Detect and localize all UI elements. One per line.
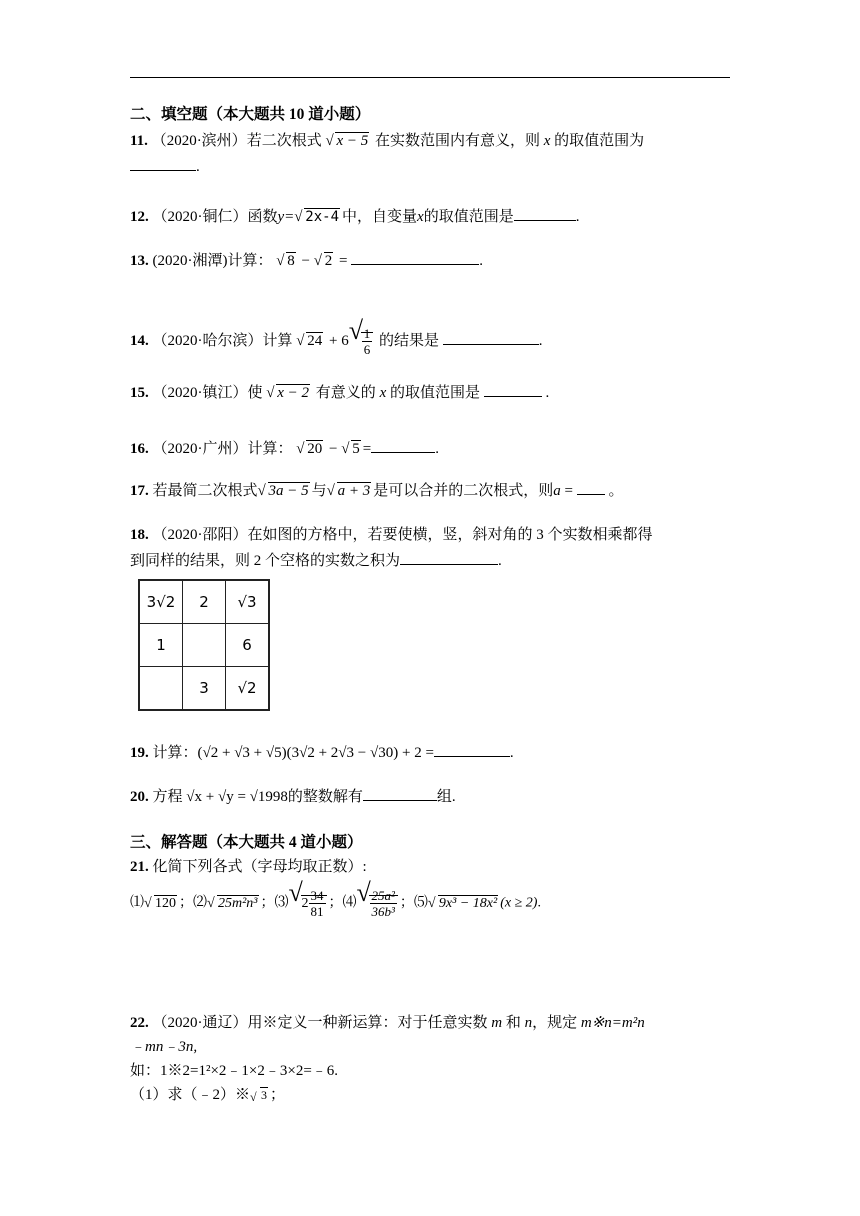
question-text: 到同样的结果，则 2 个空格的实数之积为: [130, 553, 401, 569]
question-number: 16.: [130, 441, 149, 457]
question-text: 和: [505, 1015, 521, 1031]
section-title-answer: 三、解答题（本大题共 4 道小题）: [130, 834, 363, 851]
grid-cell: 3: [199, 679, 209, 697]
question-number: 12.: [130, 209, 149, 225]
question-11: [130, 130, 735, 152]
question-21: [130, 856, 735, 878]
question-source: （2020·哈尔滨）: [152, 332, 263, 349]
question-text: 中，自变量: [342, 209, 418, 225]
question-text: 的结果是: [378, 332, 439, 349]
question-number: 11.: [130, 133, 148, 149]
question-14: [130, 316, 735, 357]
question-text: 计算：: [227, 253, 273, 269]
fraction-numerator: 1: [363, 326, 371, 341]
question-12: [130, 206, 735, 228]
question-11-answer-line: [130, 156, 735, 178]
question-number: 15.: [130, 385, 149, 401]
sqrt-expression: √ 9x³ − 18x²: [427, 895, 498, 911]
punct: .: [479, 253, 483, 269]
question-number: 19.: [130, 745, 149, 761]
question-text: 是可以合并的二次根式，则: [373, 483, 554, 499]
question-text: ，规定: [532, 1015, 578, 1031]
question-text: 的取值范围是: [389, 385, 480, 401]
question-source: （2020·通辽）: [152, 1015, 248, 1031]
fraction-numerator: 34: [310, 888, 324, 903]
section-title-fill-in: 二、填空题（本大题共 10 道小题）: [130, 106, 371, 123]
variable: a: [553, 483, 561, 499]
question-18: [130, 524, 735, 546]
radicand: 5: [352, 441, 360, 457]
question-text: 有意义的: [315, 385, 376, 401]
question-22-line2: [130, 1036, 735, 1058]
definition-expression: m※n=m²n: [580, 1015, 645, 1031]
radicand: 3: [261, 1088, 268, 1102]
grid-cell: 3√2: [146, 593, 176, 611]
definition-expression: ﹣mn﹣3n,: [130, 1039, 198, 1055]
fraction-denominator: 6: [363, 342, 371, 357]
fraction-denominator: 81: [310, 904, 324, 919]
question-number: 18.: [130, 527, 149, 543]
question-text: 的取值范围是: [423, 209, 514, 225]
question-21-parts: [130, 878, 735, 919]
sqrt-expression: √ 120: [144, 895, 176, 911]
sqrt-expression: √ 24: [296, 332, 323, 349]
question-text: 计算：: [152, 745, 198, 761]
question-number: 22.: [130, 1015, 149, 1031]
equals-sign: =: [338, 253, 348, 269]
radicand: 120: [155, 895, 176, 911]
question-22: [130, 1012, 735, 1034]
sqrt-expression: √ 8: [276, 253, 295, 269]
fraction-denominator: 36b³: [371, 904, 395, 919]
answer-blank[interactable]: [514, 206, 576, 221]
question-text: 函数: [247, 209, 278, 225]
question-16: [130, 438, 735, 460]
radicand: 9x³ − 18x²: [438, 895, 498, 911]
answer-blank[interactable]: [400, 550, 498, 565]
question-22-part1: [130, 1084, 735, 1106]
whole-part: 2: [301, 895, 309, 911]
grid-cell-blank[interactable]: [183, 624, 225, 666]
sqrt-expression: √ x − 5: [325, 133, 369, 149]
radicand: 24: [307, 332, 323, 349]
condition: (x ≥ 2): [500, 895, 538, 911]
operator: + 6: [329, 332, 349, 349]
fraction-numerator: 25a²: [371, 888, 395, 903]
question-17: [130, 480, 735, 502]
equals-sign: =: [362, 441, 372, 457]
grid-cell-blank[interactable]: [140, 667, 182, 709]
equals-sign: =: [564, 483, 574, 499]
punct: .: [509, 745, 514, 761]
question-number: 21.: [130, 859, 149, 875]
answer-blank[interactable]: [434, 742, 510, 757]
question-number: 20.: [130, 789, 149, 805]
question-19: [130, 742, 735, 764]
grid-cell: √3: [237, 593, 257, 611]
question-20: [130, 786, 735, 808]
sqrt-expression: √ x − 2: [266, 385, 310, 401]
math-expression: (√2 + √3 + √5)(3√2 + 2√3 − √30) + 2 =: [197, 745, 434, 761]
question-15: [130, 382, 735, 404]
part-label: ；⑷: [328, 895, 357, 911]
question-18-line2: [130, 550, 735, 572]
answer-blank[interactable]: [363, 786, 437, 801]
answer-blank[interactable]: [130, 156, 196, 171]
punct: .: [575, 209, 580, 225]
grid-cell: 6: [242, 636, 252, 654]
sqrt-fraction: √ $\frac{\text{25a²}}{\text{36b³}}$: [357, 888, 398, 919]
variable: x: [417, 209, 424, 225]
punct: .: [537, 895, 541, 911]
radicand: a + 3: [337, 483, 371, 499]
magic-square-grid: [138, 579, 270, 711]
radicand: 2x-4: [305, 209, 340, 225]
question-text: 计算：: [247, 441, 293, 457]
sqrt-expression: √ 25m²n³: [207, 895, 258, 911]
answer-blank[interactable]: [577, 480, 605, 495]
variable: x: [543, 133, 551, 149]
header-rule: [130, 77, 730, 78]
question-text: 在实数范围内有意义，则: [374, 133, 540, 149]
punct: .: [538, 332, 543, 349]
radicand: x − 2: [277, 385, 310, 401]
variable: m: [491, 1015, 503, 1031]
sqrt-mixed-number: √ 2 $\frac{34}{81}$: [289, 888, 327, 919]
question-text: 的整数解有: [287, 789, 363, 805]
punct: 。: [608, 483, 624, 499]
question-text: 使: [247, 385, 263, 401]
part-label: ；⑵: [179, 895, 207, 911]
grid-cell: 1: [156, 636, 166, 654]
part-label: ；⑶: [260, 895, 289, 911]
sqrt-expression: √ a + 3: [326, 483, 371, 499]
function-lhs: y=: [277, 209, 295, 225]
question-text: 用※定义一种新运算：对于任意实数: [247, 1015, 488, 1031]
radicand: 20: [307, 441, 323, 457]
sqrt-expression: √ 3: [250, 1088, 268, 1104]
sqrt-expression: √ 2x-4: [294, 209, 340, 225]
punct: .: [196, 159, 200, 175]
sqrt-fraction: √ $\frac{1}{6}$: [349, 326, 374, 357]
sqrt-expression: √ 3a − 5: [257, 483, 309, 499]
question-text: 化简下列各式（字母均取正数）:: [152, 859, 367, 875]
operator: −: [301, 253, 310, 269]
question-text: 若最简二次根式: [152, 483, 258, 499]
punct: 组.: [436, 789, 456, 805]
radicand: 25m²n³: [218, 895, 258, 911]
question-number: 13.: [130, 253, 149, 269]
question-text: 与: [311, 483, 327, 499]
question-text: 计算: [262, 332, 293, 349]
answer-blank[interactable]: [371, 438, 435, 453]
part-label: ；⑸: [399, 895, 428, 911]
question-number: 17.: [130, 483, 149, 499]
sqrt-expression: √ 20: [296, 441, 323, 457]
question-source: （2020·镇江）: [152, 385, 248, 401]
question-source: （2020·铜仁）: [152, 209, 248, 225]
punct: ；: [270, 1087, 286, 1103]
question-source: （2020·滨州）: [151, 133, 247, 149]
question-22-example: [130, 1060, 735, 1082]
question-text: 若二次根式: [246, 133, 322, 149]
question-text: 的取值范围为: [554, 133, 645, 149]
grid-cell: 2: [199, 593, 209, 611]
punct: .: [498, 553, 502, 569]
sqrt-expression: √ 5: [341, 441, 360, 457]
radicand: 8: [287, 253, 295, 269]
question-text: 方程: [152, 789, 183, 805]
question-13: [130, 250, 735, 272]
question-source: （2020·邵阳）: [152, 527, 248, 543]
radicand: x − 5: [336, 133, 369, 149]
answer-blank[interactable]: [443, 330, 539, 345]
answer-blank[interactable]: [484, 382, 542, 397]
part-label: ⑴: [130, 895, 144, 911]
sqrt-expression: √ 2: [313, 253, 333, 269]
question-source: (2020·湘潭): [152, 253, 228, 269]
punct: .: [545, 385, 550, 401]
radicand: 3a − 5: [268, 483, 309, 499]
radicand: 2: [324, 253, 333, 269]
variable: x: [379, 385, 387, 401]
punct: .: [435, 441, 439, 457]
variable: n: [524, 1015, 533, 1031]
answer-blank[interactable]: [351, 250, 479, 265]
part-text: （1）求（﹣2）※: [130, 1087, 251, 1103]
example-text: 如：1※2=1²×2﹣1×2﹣3×2=﹣6.: [130, 1063, 339, 1079]
operator: −: [329, 441, 338, 457]
grid-cell: √2: [237, 679, 257, 697]
question-source: （2020·广州）: [152, 441, 248, 457]
question-text: 在如图的方格中，若要使横，竖，斜对角的 3 个实数相乘都得: [247, 527, 653, 543]
question-number: 14.: [130, 332, 149, 349]
math-expression: √x + √y = √1998: [186, 789, 288, 805]
